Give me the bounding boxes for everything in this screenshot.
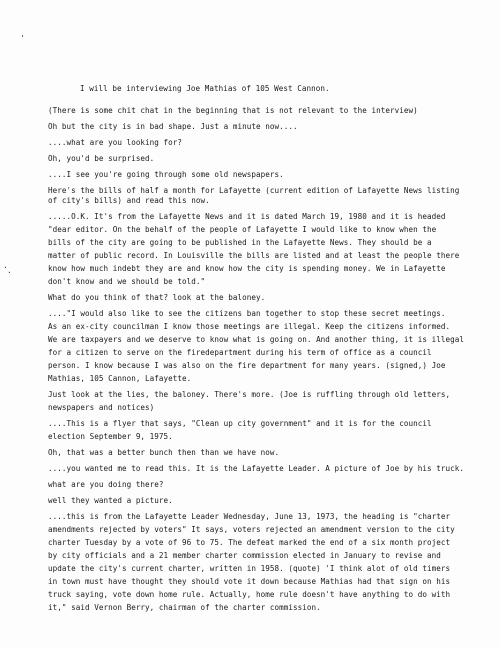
transcript-line: As an ex-city councilman I know those meetings are illegal. Keep the citizens informed. xyxy=(48,322,451,331)
transcript-line: of city's bills) and read this now. xyxy=(48,196,210,205)
transcript-line: amendments rejected by voters" It says, voters rejected an amendment version to the city xyxy=(48,525,455,534)
transcript-line: ....This is a flyer that says, "Clean up city government" and it is for the council xyxy=(48,419,432,428)
transcript-line: well they wanted a picture. xyxy=(48,496,173,505)
transcript-line: ...."I would also like to see the citizens ban together to stop these secret meetings. xyxy=(48,309,446,318)
transcript-line: don't know and we should be told." xyxy=(48,277,206,286)
transcript-line: We are taxpayers and we deserve to know what is going on. And another thing, it is illegal xyxy=(48,335,464,344)
transcript-line: Oh, that was a better bunch then than we have now. xyxy=(48,448,280,457)
transcript-line: Oh but the city is in bad shape. Just a minute now.... xyxy=(48,122,298,131)
transcript-line: matter of public record. In Louisville the bills are listed and at least the people there xyxy=(48,251,460,260)
transcript-line: it," said Vernon Berry, chairman of the charter commission. xyxy=(48,603,321,612)
transcript-line: election September 9, 1975. xyxy=(48,432,173,441)
transcript-line: person. I know because I was also on the fire department for many years. (signed,) Joe xyxy=(48,361,446,370)
transcript-line: What do you think of that? look at the baloney. xyxy=(48,293,266,302)
transcript-line: for a citizen to serve on the firedepartment during his term of office as a council xyxy=(48,348,432,357)
transcript-line: Oh, you'd be surprised. xyxy=(48,154,155,163)
transcript-line: bills of the city are going to be published in the Lafayette News. They should be a xyxy=(48,238,432,247)
transcript-line: charter Tuesday by a vote of 96 to 75. The defeat marked the end of a six month project xyxy=(48,538,451,547)
transcript-line: ....this is from the Lafayette Leader Wednesday, June 13, 1973, the heading is "charter xyxy=(48,512,451,521)
transcript-line: "dear editor. On the behalf of the people of Lafayette I would like to know when the xyxy=(48,225,437,234)
transcript-line: Mathias, 105 Cannon, Lafayette. xyxy=(48,374,192,383)
transcript-line: Here's the bills of half a month for Lafayette (current edition of Lafayette News listing xyxy=(48,186,460,195)
scan-speck: · xyxy=(3,263,8,272)
transcript-line: by city officials and a 21 member charter commission elected in January to revise and xyxy=(48,551,441,560)
transcript-line: Just look at the lies, the baloney. There's more. (Joe is ruffling through old letters, xyxy=(48,390,451,399)
scan-speck: ' xyxy=(20,34,25,43)
transcript-line: ....I see you're going through some old newspapers. xyxy=(48,170,284,179)
transcript-line: .....O.K. It's from the Lafayette News and it is dated March 19, 1980 and it is headed xyxy=(48,212,446,221)
transcript-line: know how much indebt they are and know how the city is spending money. We in Lafayette xyxy=(48,264,446,273)
transcript-line: newspapers and notices) xyxy=(48,403,155,412)
transcript-line: update the city's current charter, written in 1958. (quote) 'I think alot of old timers xyxy=(48,564,451,573)
transcript-line: ....what are you looking for? xyxy=(48,138,183,147)
transcript-line: truck saying, vote down home rule. Actually, home rule doesn't have anything to do with xyxy=(48,590,451,599)
interview-intro: I will be interviewing Joe Mathias of 105 West Cannon. xyxy=(80,84,330,93)
transcript-line: what are you doing there? xyxy=(48,480,164,489)
transcript-line: in town must have thought they should vote it down because Mathias had that sign on his xyxy=(48,577,451,586)
transcript-line: (There is some chit chat in the beginning that is not relevant to the interview) xyxy=(48,106,418,115)
scan-speck: · xyxy=(7,268,12,277)
transcript-line: ....you wanted me to read this. It is the Lafayette Leader. A picture of Joe by his truck. xyxy=(48,464,464,473)
